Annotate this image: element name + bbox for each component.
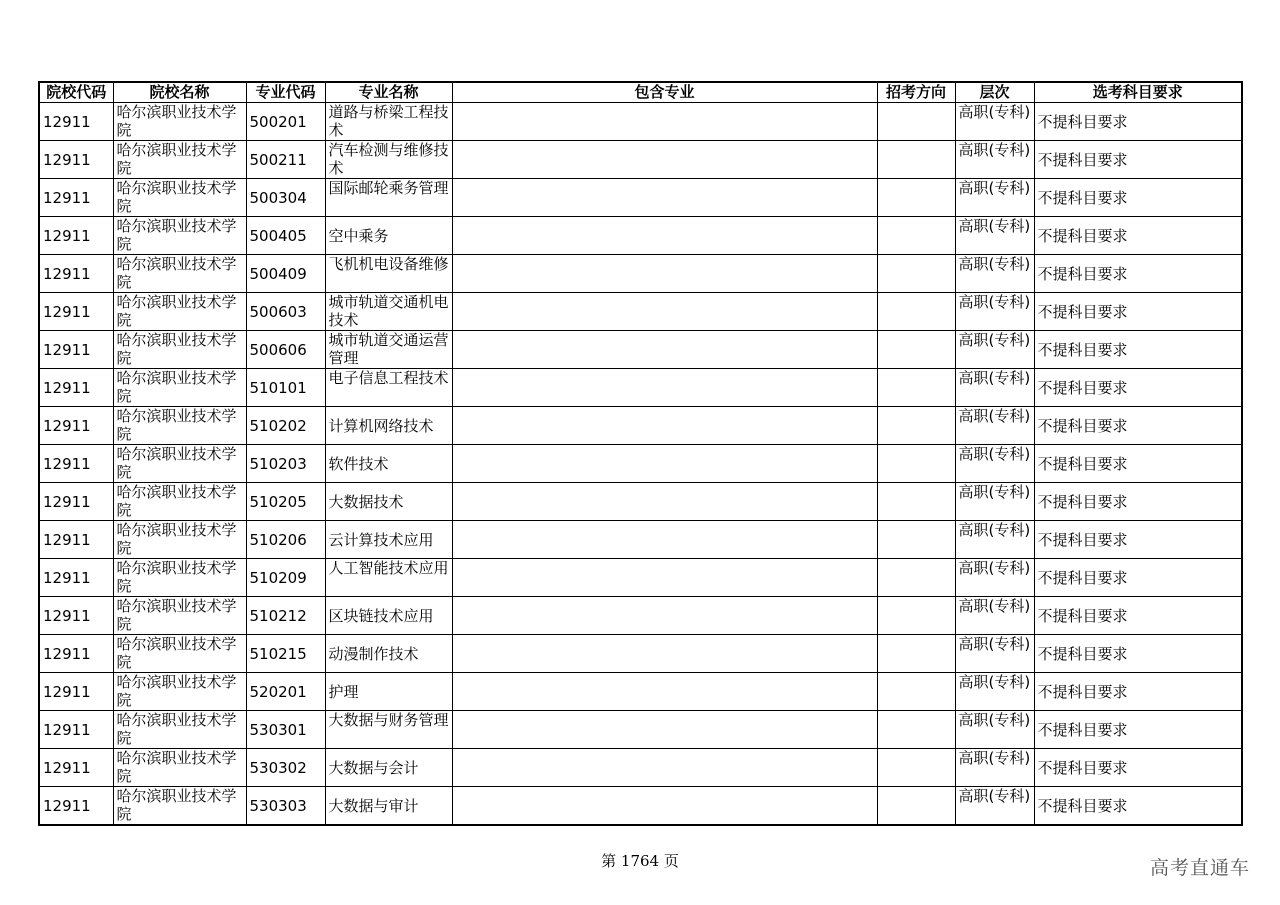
- table-header-row: [39, 82, 1242, 103]
- level-cell: 高职(专科): [955, 749, 1034, 787]
- major-code-cell: 500409: [246, 255, 325, 293]
- table-row: [39, 217, 1242, 255]
- major-code-cell: 500304: [246, 179, 325, 217]
- subject-requirement-cell: 不提科目要求: [1034, 293, 1242, 331]
- school-code-cell: 12911: [39, 141, 113, 179]
- subject-requirement-cell: 不提科目要求: [1034, 559, 1242, 597]
- school-name-cell: 哈尔滨职业技术学院: [113, 217, 246, 255]
- included-majors-cell: [452, 711, 877, 749]
- direction-cell: [877, 255, 955, 293]
- school-code-cell: 12911: [39, 255, 113, 293]
- direction-cell: [877, 141, 955, 179]
- watermark: 高考直通车: [1149, 857, 1250, 879]
- table-row: [39, 255, 1242, 293]
- included-majors-cell: [452, 521, 877, 559]
- level-cell: 高职(专科): [955, 711, 1034, 749]
- school-code-cell: 12911: [39, 217, 113, 255]
- school-name-cell: 哈尔滨职业技术学院: [113, 787, 246, 826]
- level-cell: 高职(专科): [955, 787, 1034, 826]
- major-code-cell: 500606: [246, 331, 325, 369]
- major-name-cell: 护理: [325, 673, 452, 711]
- level-cell: 高职(专科): [955, 141, 1034, 179]
- table-row: [39, 445, 1242, 483]
- school-name-cell: 哈尔滨职业技术学院: [113, 749, 246, 787]
- direction-cell: [877, 217, 955, 255]
- header-direction: 招考方向: [877, 82, 955, 103]
- school-code-cell: 12911: [39, 673, 113, 711]
- table-row: [39, 293, 1242, 331]
- school-name-cell: 哈尔滨职业技术学院: [113, 179, 246, 217]
- major-name-cell: 云计算技术应用: [325, 521, 452, 559]
- included-majors-cell: [452, 217, 877, 255]
- included-majors-cell: [452, 749, 877, 787]
- header-major-code: 专业代码: [246, 82, 325, 103]
- major-name-cell: 城市轨道交通机电技术: [325, 293, 452, 331]
- school-code-cell: 12911: [39, 597, 113, 635]
- major-code-cell: 510212: [246, 597, 325, 635]
- subject-requirement-cell: 不提科目要求: [1034, 711, 1242, 749]
- included-majors-cell: [452, 407, 877, 445]
- direction-cell: [877, 407, 955, 445]
- level-cell: 高职(专科): [955, 483, 1034, 521]
- school-code-cell: 12911: [39, 369, 113, 407]
- level-cell: 高职(专科): [955, 293, 1034, 331]
- included-majors-cell: [452, 445, 877, 483]
- school-code-cell: 12911: [39, 293, 113, 331]
- subject-requirement-cell: 不提科目要求: [1034, 673, 1242, 711]
- table-row: [39, 369, 1242, 407]
- direction-cell: [877, 293, 955, 331]
- direction-cell: [877, 103, 955, 141]
- direction-cell: [877, 369, 955, 407]
- direction-cell: [877, 559, 955, 597]
- included-majors-cell: [452, 635, 877, 673]
- major-code-cell: 510203: [246, 445, 325, 483]
- major-code-cell: 500211: [246, 141, 325, 179]
- school-name-cell: 哈尔滨职业技术学院: [113, 407, 246, 445]
- school-name-cell: 哈尔滨职业技术学院: [113, 559, 246, 597]
- direction-cell: [877, 673, 955, 711]
- table-row: [39, 787, 1242, 826]
- school-code-cell: 12911: [39, 445, 113, 483]
- admissions-table: [38, 81, 1243, 826]
- school-code-cell: 12911: [39, 407, 113, 445]
- school-code-cell: 12911: [39, 749, 113, 787]
- level-cell: 高职(专科): [955, 179, 1034, 217]
- direction-cell: [877, 597, 955, 635]
- level-cell: 高职(专科): [955, 217, 1034, 255]
- school-code-cell: 12911: [39, 179, 113, 217]
- school-code-cell: 12911: [39, 635, 113, 673]
- major-code-cell: 530302: [246, 749, 325, 787]
- major-name-cell: 人工智能技术应用: [325, 559, 452, 597]
- major-name-cell: 汽车检测与维修技术: [325, 141, 452, 179]
- level-cell: 高职(专科): [955, 255, 1034, 293]
- school-name-cell: 哈尔滨职业技术学院: [113, 483, 246, 521]
- major-code-cell: 500405: [246, 217, 325, 255]
- major-name-cell: 城市轨道交通运营管理: [325, 331, 452, 369]
- subject-requirement-cell: 不提科目要求: [1034, 445, 1242, 483]
- subject-requirement-cell: 不提科目要求: [1034, 217, 1242, 255]
- table-row: [39, 179, 1242, 217]
- header-subject-requirement: 选考科目要求: [1034, 82, 1242, 103]
- major-code-cell: 510101: [246, 369, 325, 407]
- school-name-cell: 哈尔滨职业技术学院: [113, 293, 246, 331]
- school-name-cell: 哈尔滨职业技术学院: [113, 103, 246, 141]
- major-name-cell: 空中乘务: [325, 217, 452, 255]
- school-name-cell: 哈尔滨职业技术学院: [113, 597, 246, 635]
- subject-requirement-cell: 不提科目要求: [1034, 407, 1242, 445]
- subject-requirement-cell: 不提科目要求: [1034, 483, 1242, 521]
- table-row: [39, 749, 1242, 787]
- subject-requirement-cell: 不提科目要求: [1034, 521, 1242, 559]
- table-row: [39, 103, 1242, 141]
- school-name-cell: 哈尔滨职业技术学院: [113, 711, 246, 749]
- major-name-cell: 电子信息工程技术: [325, 369, 452, 407]
- table-row: [39, 521, 1242, 559]
- level-cell: 高职(专科): [955, 369, 1034, 407]
- included-majors-cell: [452, 331, 877, 369]
- subject-requirement-cell: 不提科目要求: [1034, 597, 1242, 635]
- table-row: [39, 597, 1242, 635]
- direction-cell: [877, 179, 955, 217]
- direction-cell: [877, 635, 955, 673]
- included-majors-cell: [452, 673, 877, 711]
- school-name-cell: 哈尔滨职业技术学院: [113, 141, 246, 179]
- major-name-cell: 计算机网络技术: [325, 407, 452, 445]
- school-name-cell: 哈尔滨职业技术学院: [113, 521, 246, 559]
- school-name-cell: 哈尔滨职业技术学院: [113, 673, 246, 711]
- table-row: [39, 407, 1242, 445]
- subject-requirement-cell: 不提科目要求: [1034, 749, 1242, 787]
- table-row: [39, 483, 1242, 521]
- subject-requirement-cell: 不提科目要求: [1034, 255, 1242, 293]
- direction-cell: [877, 521, 955, 559]
- major-name-cell: 大数据与财务管理: [325, 711, 452, 749]
- header-school-code: 院校代码: [39, 82, 113, 103]
- major-code-cell: 500201: [246, 103, 325, 141]
- major-name-cell: 区块链技术应用: [325, 597, 452, 635]
- header-major-name: 专业名称: [325, 82, 452, 103]
- header-school-name: 院校名称: [113, 82, 246, 103]
- subject-requirement-cell: 不提科目要求: [1034, 103, 1242, 141]
- school-code-cell: 12911: [39, 787, 113, 826]
- school-code-cell: 12911: [39, 521, 113, 559]
- direction-cell: [877, 445, 955, 483]
- included-majors-cell: [452, 483, 877, 521]
- major-code-cell: 500603: [246, 293, 325, 331]
- school-name-cell: 哈尔滨职业技术学院: [113, 635, 246, 673]
- subject-requirement-cell: 不提科目要求: [1034, 635, 1242, 673]
- school-name-cell: 哈尔滨职业技术学院: [113, 255, 246, 293]
- subject-requirement-cell: 不提科目要求: [1034, 179, 1242, 217]
- subject-requirement-cell: 不提科目要求: [1034, 369, 1242, 407]
- level-cell: 高职(专科): [955, 331, 1034, 369]
- major-code-cell: 510215: [246, 635, 325, 673]
- included-majors-cell: [452, 787, 877, 826]
- major-name-cell: 国际邮轮乘务管理: [325, 179, 452, 217]
- table-row: [39, 673, 1242, 711]
- subject-requirement-cell: 不提科目要求: [1034, 787, 1242, 826]
- included-majors-cell: [452, 293, 877, 331]
- level-cell: 高职(专科): [955, 103, 1034, 141]
- included-majors-cell: [452, 255, 877, 293]
- major-name-cell: 飞机机电设备维修: [325, 255, 452, 293]
- school-code-cell: 12911: [39, 559, 113, 597]
- table-row: [39, 635, 1242, 673]
- school-code-cell: 12911: [39, 711, 113, 749]
- major-code-cell: 510205: [246, 483, 325, 521]
- major-code-cell: 530303: [246, 787, 325, 826]
- included-majors-cell: [452, 103, 877, 141]
- included-majors-cell: [452, 369, 877, 407]
- school-name-cell: 哈尔滨职业技术学院: [113, 331, 246, 369]
- level-cell: 高职(专科): [955, 407, 1034, 445]
- direction-cell: [877, 483, 955, 521]
- included-majors-cell: [452, 179, 877, 217]
- major-name-cell: 动漫制作技术: [325, 635, 452, 673]
- major-name-cell: 大数据与审计: [325, 787, 452, 826]
- school-code-cell: 12911: [39, 103, 113, 141]
- level-cell: 高职(专科): [955, 521, 1034, 559]
- table-row: [39, 711, 1242, 749]
- header-level: 层次: [955, 82, 1034, 103]
- school-code-cell: 12911: [39, 331, 113, 369]
- major-code-cell: 530301: [246, 711, 325, 749]
- school-code-cell: 12911: [39, 483, 113, 521]
- table-row: [39, 559, 1242, 597]
- table-row: [39, 141, 1242, 179]
- direction-cell: [877, 787, 955, 826]
- direction-cell: [877, 749, 955, 787]
- major-code-cell: 510206: [246, 521, 325, 559]
- school-name-cell: 哈尔滨职业技术学院: [113, 369, 246, 407]
- major-name-cell: 软件技术: [325, 445, 452, 483]
- major-code-cell: 510209: [246, 559, 325, 597]
- subject-requirement-cell: 不提科目要求: [1034, 331, 1242, 369]
- level-cell: 高职(专科): [955, 597, 1034, 635]
- school-name-cell: 哈尔滨职业技术学院: [113, 445, 246, 483]
- major-name-cell: 大数据技术: [325, 483, 452, 521]
- table-row: [39, 331, 1242, 369]
- direction-cell: [877, 711, 955, 749]
- page-number: 第 1764 页: [601, 852, 679, 870]
- included-majors-cell: [452, 559, 877, 597]
- table-body: [39, 103, 1242, 826]
- direction-cell: [877, 331, 955, 369]
- included-majors-cell: [452, 597, 877, 635]
- major-name-cell: 道路与桥梁工程技术: [325, 103, 452, 141]
- header-included-majors: 包含专业: [452, 82, 877, 103]
- level-cell: 高职(专科): [955, 559, 1034, 597]
- level-cell: 高职(专科): [955, 673, 1034, 711]
- major-code-cell: 510202: [246, 407, 325, 445]
- level-cell: 高职(专科): [955, 445, 1034, 483]
- major-name-cell: 大数据与会计: [325, 749, 452, 787]
- included-majors-cell: [452, 141, 877, 179]
- subject-requirement-cell: 不提科目要求: [1034, 141, 1242, 179]
- major-code-cell: 520201: [246, 673, 325, 711]
- level-cell: 高职(专科): [955, 635, 1034, 673]
